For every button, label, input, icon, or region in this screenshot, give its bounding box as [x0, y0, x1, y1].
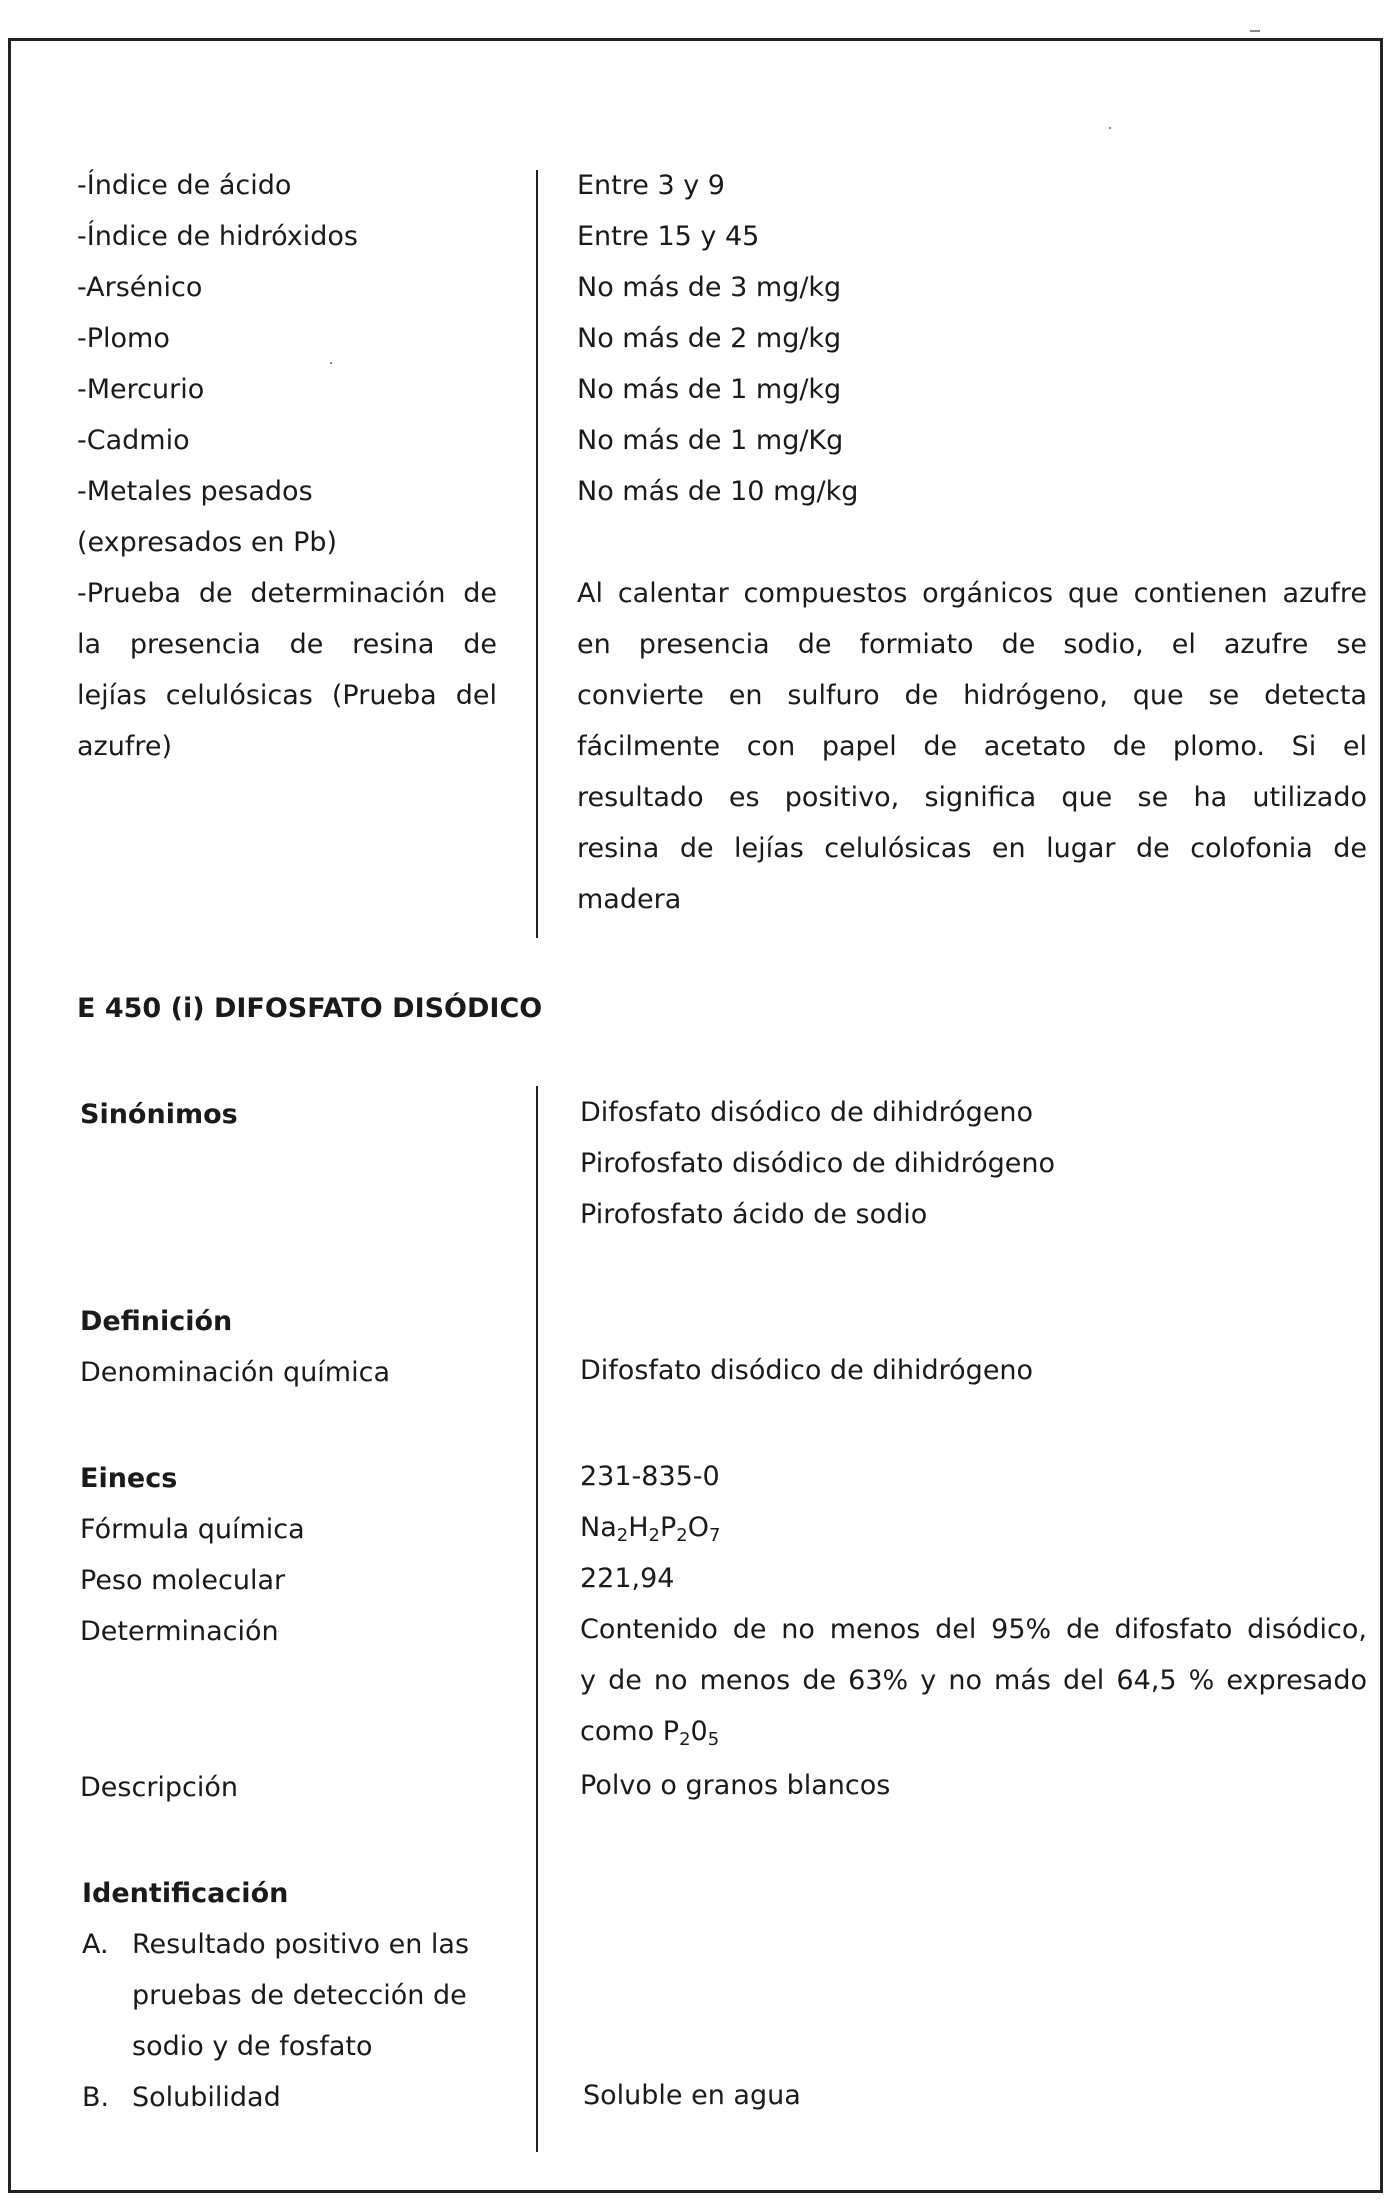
test-description-line: madera [577, 884, 682, 915]
test-description-line: resultado es positivo, significa que se ha utilizado [577, 782, 1367, 813]
test-description-line: resina de lejías celulósicas en lugar de colofonia de [577, 833, 1367, 864]
row-label-mercury: -Mercurio [77, 374, 205, 405]
formula-element: 0 [690, 1716, 708, 1747]
ident-a-marker: A. [82, 1929, 109, 1960]
assay-value-block [580, 1604, 1367, 1706]
column-divider-bottom [536, 1086, 538, 2152]
row-value-acid-index: Entre 3 y 9 [577, 170, 725, 201]
assay-line: Contenido de no menos del 95% de difosfato disódico, [580, 1614, 1367, 1645]
formula-subscript: 2 [676, 1525, 688, 1546]
row-value-mercury: No más de 1 mg/kg [577, 374, 842, 405]
einecs-label: Einecs [80, 1463, 178, 1494]
formula-subscript: 2 [679, 1729, 691, 1750]
ident-b-value: Soluble en agua [583, 2080, 801, 2111]
synonyms-label: Sinónimos [80, 1099, 238, 1130]
test-description-line: convierte en sulfuro de hidrógeno, que se detecta [577, 680, 1367, 711]
assay-tail-text: como P [580, 1716, 680, 1747]
formula-subscript: 7 [708, 1525, 721, 1546]
definition-label: Definición [80, 1306, 233, 1337]
assay-label: Determinación [80, 1616, 279, 1647]
row-label-cadmium: -Cadmio [77, 425, 190, 456]
row-label-acid-index: -Índice de ácido [77, 170, 292, 201]
test-label-line: lejías celulósicas (Prueba del [77, 680, 497, 711]
description-value: Polvo o granos blancos [580, 1770, 891, 1801]
formula-element: P [659, 1512, 677, 1543]
test-label-block [77, 568, 497, 772]
description-label: Descripción [80, 1772, 239, 1803]
assay-line: y de no menos de 63% y no más del 64,5 % expresado [580, 1665, 1367, 1696]
test-label-line: azufre) [77, 731, 172, 762]
test-label-line: -Prueba de determinación de [77, 578, 497, 609]
ident-a-line: Resultado positivo en las [132, 1929, 470, 1960]
scan-speck [330, 362, 332, 364]
identification-label: Identificación [82, 1878, 289, 1909]
synonym-item: Difosfato disódico de dihidrógeno [580, 1097, 1034, 1128]
molecular-weight-label: Peso molecular [80, 1565, 286, 1596]
row-value-arsenic: No más de 3 mg/kg [577, 272, 842, 303]
chemical-name-label: Denominación química [80, 1357, 390, 1388]
molecular-weight-value: 221,94 [580, 1563, 675, 1594]
einecs-value: 231-835-0 [580, 1461, 720, 1492]
test-description-line: Al calentar compuestos orgánicos que contienen azufre [577, 578, 1367, 609]
column-divider-top [536, 170, 538, 938]
ident-a-line: sodio y de fosfato [132, 2031, 373, 2062]
synonym-item: Pirofosfato disódico de dihidrógeno [580, 1148, 1055, 1179]
formula-value [580, 1502, 720, 1553]
row-value-cadmium: No más de 1 mg/Kg [577, 425, 844, 456]
section-heading: E 450 (i) DIFOSFATO DISÓDICO [77, 993, 543, 1024]
formula-subscript: 2 [648, 1525, 660, 1546]
ident-a-line: pruebas de detección de [132, 1980, 467, 2011]
synonym-item: Pirofosfato ácido de sodio [580, 1199, 928, 1230]
test-description-block [577, 568, 1367, 925]
row-label-arsenic: -Arsénico [77, 272, 203, 303]
test-label-line: la presencia de resina de [77, 629, 497, 660]
formula-element: O [687, 1512, 709, 1543]
ident-b-label: Solubilidad [132, 2082, 281, 2113]
row-label-hydroxide-index: -Índice de hidróxidos [77, 221, 358, 252]
formula-subscript: 5 [707, 1729, 720, 1750]
assay-line-tail [580, 1706, 719, 1757]
row-value-lead: No más de 2 mg/kg [577, 323, 842, 354]
scan-speck [1109, 127, 1111, 129]
row-value-heavy-metals: No más de 10 mg/kg [577, 476, 859, 507]
chemical-name-value: Difosfato disódico de dihidrógeno [580, 1355, 1034, 1386]
row-label-lead: -Plomo [77, 323, 170, 354]
row-value-hydroxide-index: Entre 15 y 45 [577, 221, 760, 252]
ident-b-marker: B. [82, 2082, 110, 2113]
row-label-heavy-metals: -Metales pesados [77, 476, 313, 507]
row-label-heavy-metals-note: (expresados en Pb) [77, 527, 338, 558]
formula-element: H [628, 1512, 649, 1543]
formula-label: Fórmula química [80, 1514, 305, 1545]
test-description-line: en presencia de formiato de sodio, el azufre se [577, 629, 1367, 660]
test-description-line: fácilmente con papel de acetato de plomo. Si el [577, 731, 1367, 762]
formula-element: Na [580, 1512, 617, 1543]
scan-speck [1250, 30, 1260, 32]
formula-subscript: 2 [616, 1525, 629, 1546]
